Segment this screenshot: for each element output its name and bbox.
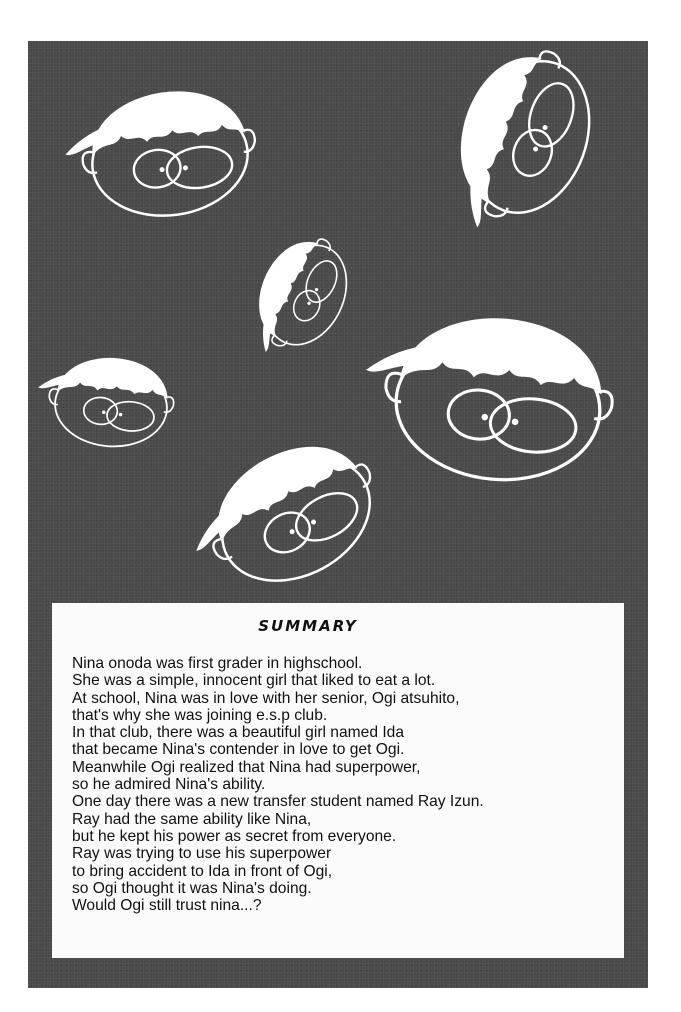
summary-line: so Ogi thought it was Nina's doing.: [72, 879, 312, 897]
chibi-head-top-left: [58, 76, 264, 229]
summary-line: that's why she was joining e.s.p club.: [72, 706, 328, 724]
summary-line: so he admired Nina's ability.: [72, 776, 266, 794]
chibi-head-top-right: [428, 41, 613, 253]
summary-line: Would Ogi still trust nina...?: [72, 897, 262, 915]
summary-box: [52, 603, 624, 958]
chibi-head-bottom: [172, 415, 399, 601]
summary-line: One day there was a new transfer student named Ray Izun.: [72, 793, 484, 811]
chibi-head-left: [34, 350, 176, 451]
summary-line: to bring accident to Ida in front of Ogi,: [72, 862, 333, 880]
summary-line: Nina onoda was first grader in highschool.: [72, 655, 363, 672]
summary-line: In that club, there was a beautiful girl named Ida: [72, 724, 404, 742]
summary-line: Meanwhile Ogi realized that Nina had superpower,: [72, 758, 421, 776]
dark-screentone-panel: [28, 41, 648, 988]
summary-text: [72, 655, 484, 914]
summary-line: At school, Nina was in love with her senior, Ogi atsuhito,: [72, 689, 460, 707]
chibi-head-large-right: [357, 301, 619, 489]
summary-title: SUMMARY: [258, 617, 358, 635]
summary-line: Ray was trying to use his superpower: [72, 845, 332, 863]
summary-line: She was a simple, innocent girl that liked to eat a lot.: [72, 672, 436, 690]
chibi-heads-illustration: [28, 41, 648, 601]
summary-line: Ray had the same ability like Nina,: [72, 810, 312, 828]
summary-line: that became Nina's contender in love to get Ogi.: [72, 741, 405, 759]
summary-line: but he kept his power as secret from everyone.: [72, 827, 397, 845]
chibi-head-middle: [234, 222, 365, 373]
